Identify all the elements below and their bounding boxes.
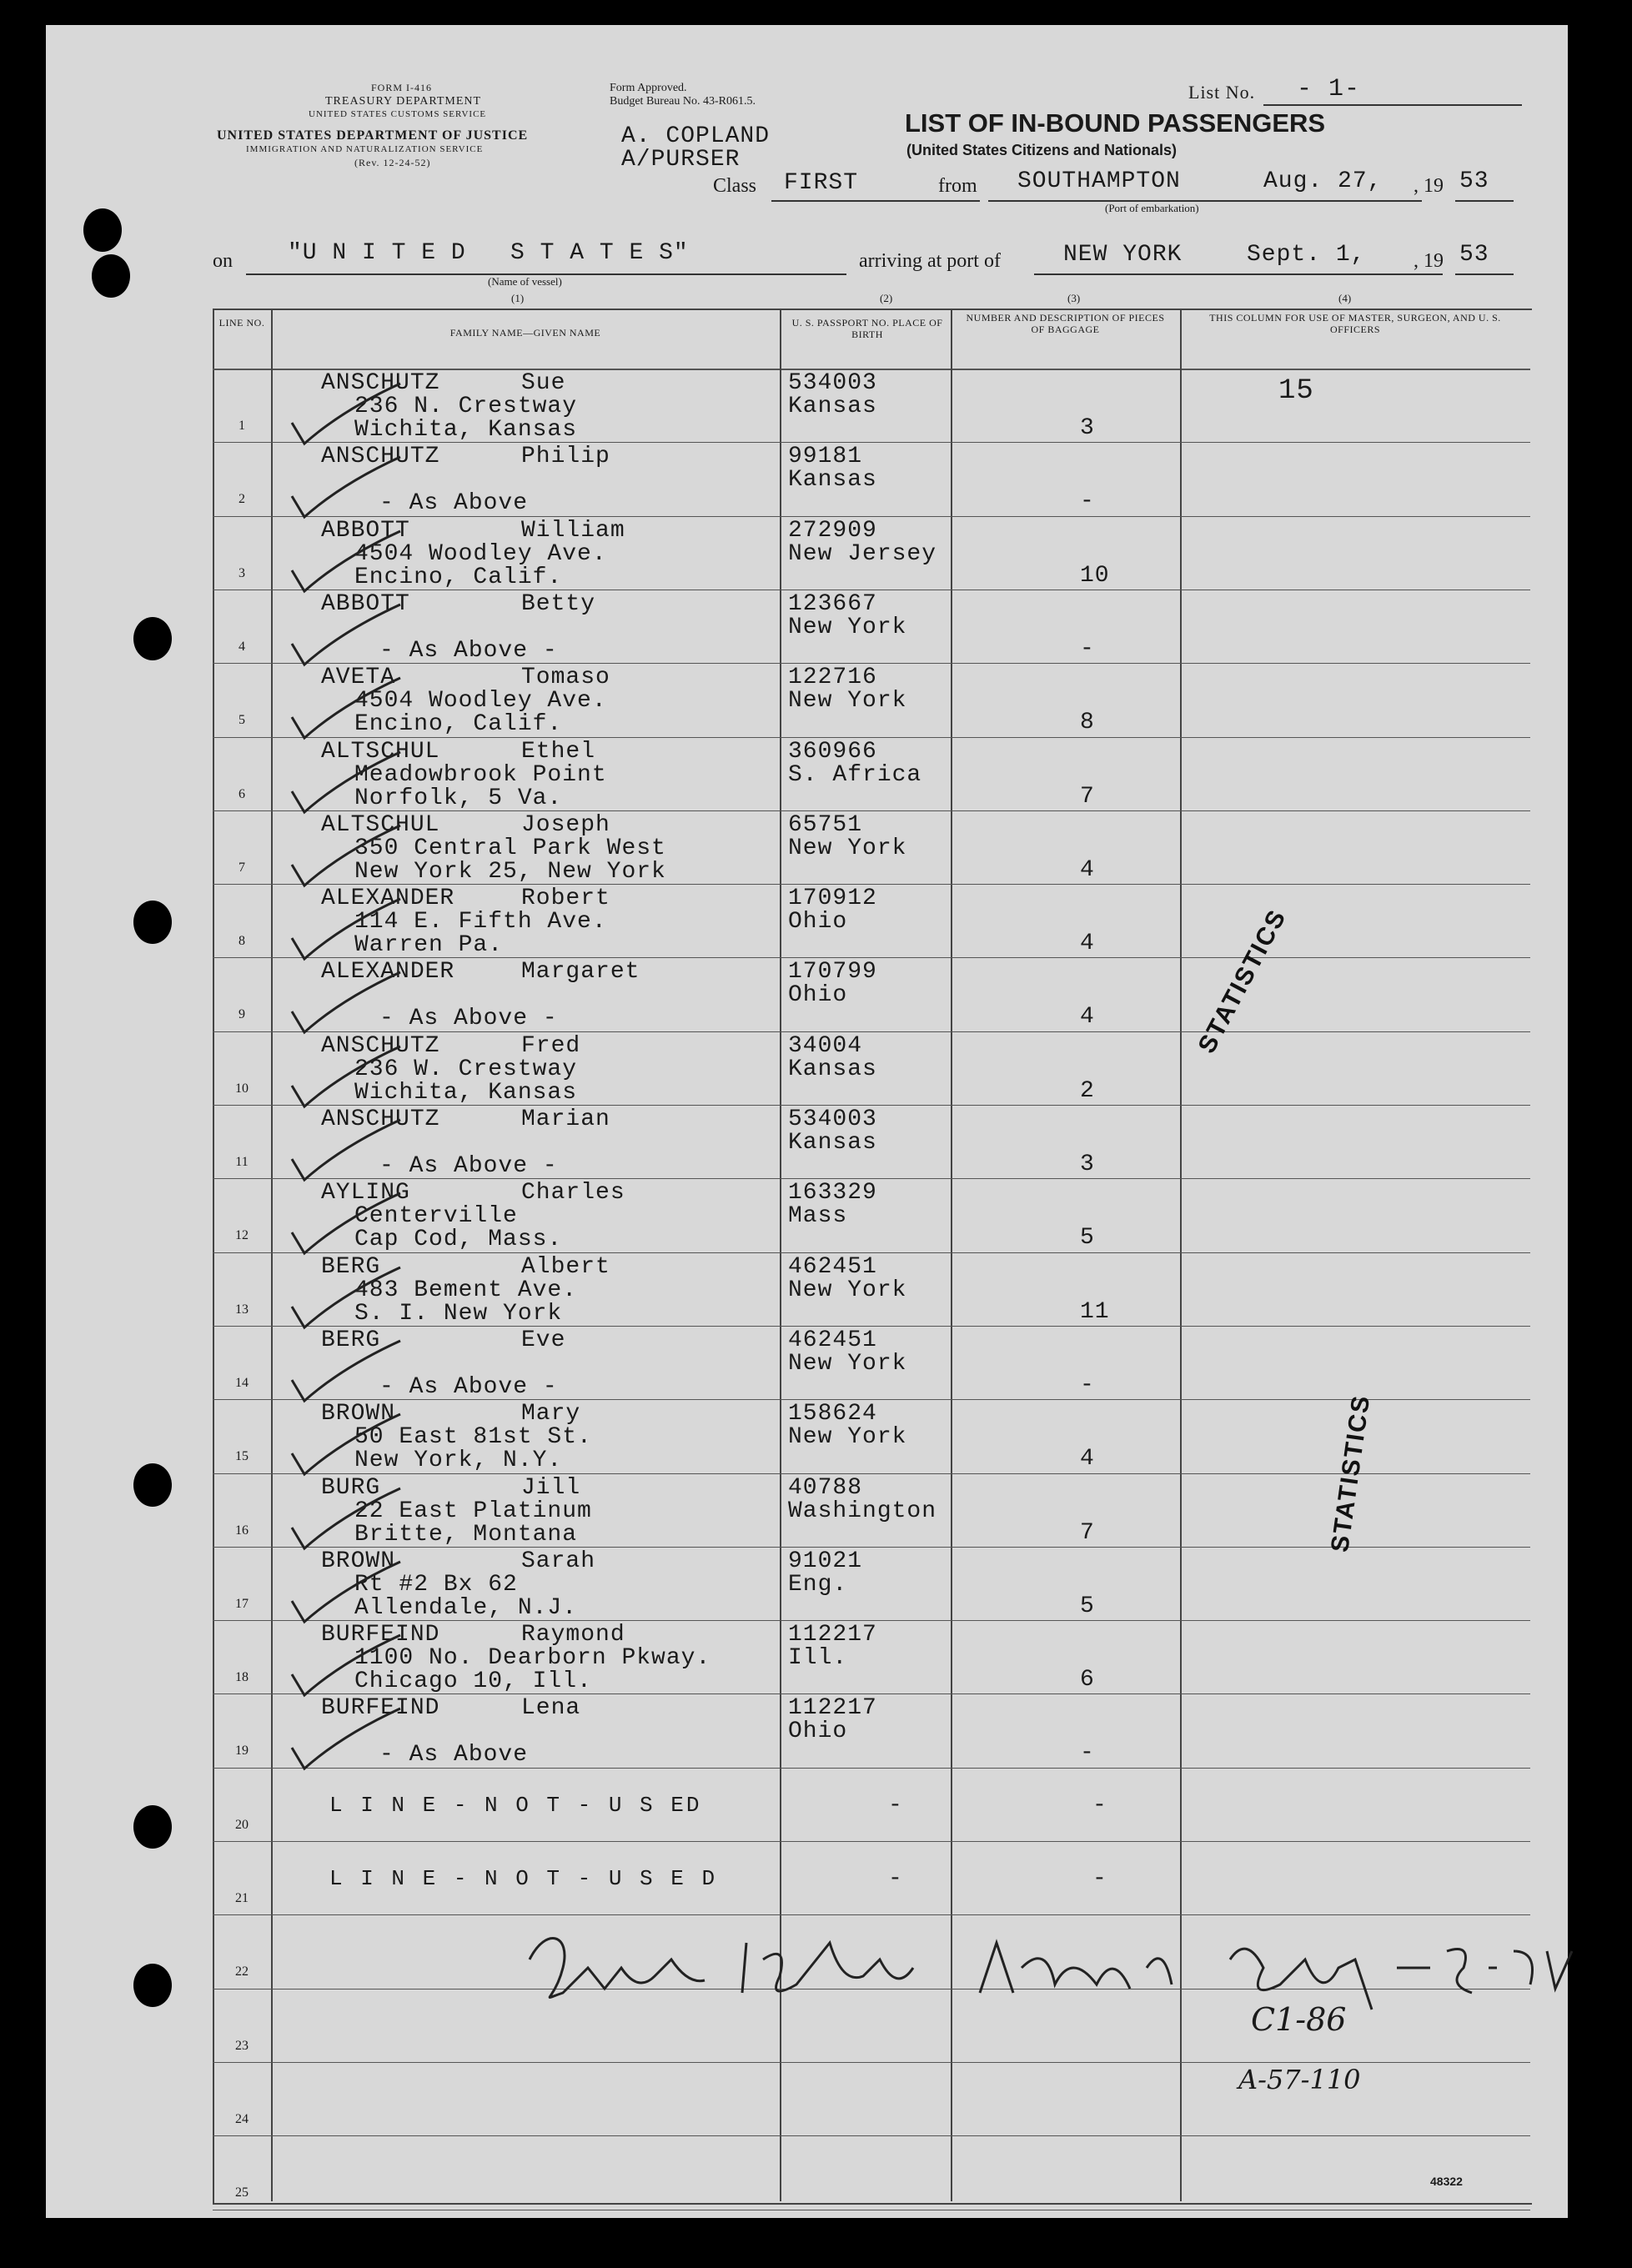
passport-number: 170912 xyxy=(788,886,877,912)
vessel-name: "U N I T E D S T A T E S" xyxy=(288,240,689,266)
row-number: 2 xyxy=(239,492,245,507)
address-line-1: 1100 No. Dearborn Pkway. xyxy=(354,1645,711,1672)
port-embark-label: (Port of embarkation) xyxy=(1105,202,1199,214)
checkmark-icon xyxy=(242,1628,409,1704)
place-of-birth: S. Africa xyxy=(788,761,922,788)
passport-number: 65751 xyxy=(788,811,863,838)
given-name: Charles xyxy=(521,1180,625,1207)
row-rule xyxy=(213,1841,1530,1842)
arriving-year-prefix: , 19 xyxy=(1414,250,1444,272)
purser-name: A. COPLAND xyxy=(621,123,771,149)
place-of-birth: Ohio xyxy=(788,982,848,1009)
class-value: FIRST xyxy=(784,170,859,196)
place-of-birth: Eng. xyxy=(788,1571,848,1598)
address-line-1: Centerville xyxy=(354,1203,518,1230)
col-num-4: (4) xyxy=(1338,292,1352,304)
place-of-birth: Kansas xyxy=(788,1056,877,1082)
baggage-count: 11 xyxy=(1080,1298,1110,1325)
given-name: Sarah xyxy=(521,1548,596,1574)
checkmark-icon xyxy=(242,1334,409,1409)
passport-number: 462451 xyxy=(788,1253,877,1280)
baggage-count: - xyxy=(1092,1866,1107,1892)
family-name: BURG xyxy=(321,1474,381,1501)
row-number: 9 xyxy=(239,1007,245,1022)
place-of-birth: Kansas xyxy=(788,1130,877,1156)
passport-number: 123667 xyxy=(788,590,877,617)
given-name: Raymond xyxy=(521,1622,625,1648)
passport-number: 91021 xyxy=(788,1548,863,1574)
header-name: FAMILY NAME—GIVEN NAME xyxy=(449,327,601,339)
list-no-label: List No. xyxy=(1188,82,1256,103)
class-label: Class xyxy=(713,175,757,197)
place-of-birth: New York xyxy=(788,835,907,861)
address-line-2: - As Above - xyxy=(379,1373,558,1400)
address-line-2: Encino, Calif. xyxy=(354,711,563,738)
row-rule xyxy=(213,2062,1530,2063)
family-name: BERG xyxy=(321,1253,381,1280)
row-number: 18 xyxy=(235,1670,249,1685)
place-of-birth: Ill. xyxy=(788,1645,848,1672)
family-name: BROWN xyxy=(321,1401,396,1428)
list-no: - 1- xyxy=(1297,75,1361,103)
purser-title: A/PURSER xyxy=(621,147,741,173)
place-of-birth: New York xyxy=(788,1350,907,1377)
place-of-birth: New Jersey xyxy=(788,540,937,567)
checkmark-icon xyxy=(242,1482,409,1557)
checkmark-icon xyxy=(242,966,409,1041)
given-name: Betty xyxy=(521,590,596,617)
signature-scribble xyxy=(513,1909,1597,2026)
place-of-birth: New York xyxy=(788,1277,907,1303)
header-baggage: NUMBER AND DESCRIPTION OF PIECES OF BAGGAGE xyxy=(966,312,1165,335)
from-year-line xyxy=(1455,200,1514,202)
justice-label: UNITED STATES DEPARTMENT OF JUSTICE xyxy=(217,128,529,143)
place-of-birth: New York xyxy=(788,688,907,715)
arriving-port: NEW YORK xyxy=(1063,242,1183,268)
address-line-1: Rt #2 Bx 62 xyxy=(354,1571,518,1598)
address-line-2: Allendale, N.J. xyxy=(354,1594,578,1621)
address-line-1: 22 East Platinum xyxy=(354,1498,592,1524)
line-not-used: L I N E - N O T - U S ED xyxy=(329,1792,702,1818)
row-number: 14 xyxy=(235,1375,249,1390)
row-number: 15 xyxy=(235,1449,249,1464)
address-line-2: - As Above - xyxy=(379,1006,558,1032)
checkmark-icon xyxy=(242,377,409,452)
baggage-count: 5 xyxy=(1080,1593,1095,1619)
given-name: Robert xyxy=(521,886,610,912)
passport-number: 360966 xyxy=(788,738,877,765)
checkmark-icon xyxy=(242,1040,409,1115)
statistics-stamp-2: STATISTICS xyxy=(1326,1392,1376,1554)
baggage-count: 4 xyxy=(1080,1446,1095,1473)
customs-label: UNITED STATES CUSTOMS SERVICE xyxy=(309,109,487,119)
passport-number: 158624 xyxy=(788,1401,877,1428)
row-number: 13 xyxy=(235,1302,249,1317)
officer-note: 15 xyxy=(1278,375,1314,407)
address-line-1: 350 Central Park West xyxy=(354,835,666,861)
line-not-used: L I N E - N O T - U S E D xyxy=(329,1866,718,1891)
given-name: Sue xyxy=(521,370,566,396)
class-line xyxy=(771,200,980,202)
row-number: 8 xyxy=(239,934,245,949)
family-name: BERG xyxy=(321,1327,381,1353)
family-name: ABBOTT xyxy=(321,590,410,617)
passport-number: 34004 xyxy=(788,1032,863,1059)
footer-code: 48322 xyxy=(1430,2175,1463,2188)
passport-number: 534003 xyxy=(788,370,877,396)
address-line-1: 236 N. Crestway xyxy=(354,394,578,419)
row-number: 23 xyxy=(235,2038,249,2053)
checkmark-icon xyxy=(242,1407,409,1483)
given-name: Albert xyxy=(521,1253,610,1280)
address-line-2: Encino, Calif. xyxy=(354,564,563,590)
address-line-1: 4504 Woodley Ave. xyxy=(354,540,607,567)
row-number: 22 xyxy=(235,1964,249,1979)
address-line-1: 114 E. Fifth Ave. xyxy=(354,909,607,936)
vessel-label: (Name of vessel) xyxy=(488,275,562,288)
document-title: LIST OF IN-BOUND PASSENGERS xyxy=(905,108,1326,138)
baggage-count: - xyxy=(1080,635,1095,662)
baggage-count: 3 xyxy=(1080,415,1095,441)
passport-number: 99181 xyxy=(788,444,863,470)
arriving-date: Sept. 1, xyxy=(1247,242,1366,268)
address-line-2: S. I. New York xyxy=(354,1300,563,1327)
address-line-2: Wichita, Kansas xyxy=(354,417,578,443)
row-number: 17 xyxy=(235,1596,249,1611)
row-number: 11 xyxy=(235,1155,249,1169)
baggage-count: 3 xyxy=(1080,1152,1095,1177)
address-line-2: Warren Pa. xyxy=(354,932,504,959)
header-officers: THIS COLUMN FOR USE OF MASTER, SURGEON, AND U. S. OFFICERS xyxy=(1209,312,1501,335)
given-name: Tomaso xyxy=(521,665,610,691)
binder-hole xyxy=(92,254,130,298)
baggage-count: - xyxy=(1080,1372,1095,1398)
checkmark-icon xyxy=(242,450,409,525)
place-of-birth: Washington xyxy=(788,1498,937,1524)
given-name: Jill xyxy=(521,1474,581,1501)
handwritten-note-1: C1-86 xyxy=(1251,2001,1347,2038)
family-name: AVETA xyxy=(321,665,396,691)
given-name: Mary xyxy=(521,1401,581,1428)
treasury-label: TREASURY DEPARTMENT xyxy=(325,95,482,108)
row-number: 10 xyxy=(235,1081,249,1096)
address-line-1: 50 East 81st St. xyxy=(354,1424,592,1451)
address-line-2: Norfolk, 5 Va. xyxy=(354,785,563,811)
budget-bureau: Budget Bureau No. 43-R061.5. xyxy=(610,95,756,108)
statistics-stamp-1: STATISTICS xyxy=(1193,904,1293,1058)
from-date: Aug. 27, xyxy=(1263,168,1383,194)
place-of-birth: Kansas xyxy=(788,394,877,419)
col-num-1: (1) xyxy=(511,292,525,304)
given-name: Lena xyxy=(521,1695,581,1722)
checkmark-icon xyxy=(242,1261,409,1336)
family-name: BROWN xyxy=(321,1548,396,1574)
passport-number: 170799 xyxy=(788,959,877,986)
family-name: ALTSCHUL xyxy=(321,738,440,765)
row-number: 16 xyxy=(235,1523,249,1538)
row-number: 6 xyxy=(239,786,245,801)
binder-hole xyxy=(133,901,172,944)
passport-number: 112217 xyxy=(788,1695,877,1722)
family-name: ANSCHUTZ xyxy=(321,370,440,396)
baggage-count: 10 xyxy=(1080,562,1110,589)
col-num-2: (2) xyxy=(880,292,893,304)
passport-number: - xyxy=(888,1866,903,1892)
given-name: Eve xyxy=(521,1327,566,1353)
address-line-2: Chicago 10, Ill. xyxy=(354,1668,592,1695)
list-no-line xyxy=(1263,104,1522,106)
family-name: ALEXANDER xyxy=(321,959,455,986)
header-line-no: LINE NO. xyxy=(218,317,265,329)
baggage-count: 4 xyxy=(1080,856,1095,883)
binder-hole xyxy=(83,208,122,252)
on-label: on xyxy=(213,250,233,272)
checkmark-icon xyxy=(242,524,409,600)
binder-hole xyxy=(133,617,172,660)
checkmark-icon xyxy=(242,1113,409,1188)
document-subtitle: (United States Citizens and Nationals) xyxy=(906,142,1178,158)
baggage-count: - xyxy=(1080,489,1095,515)
place-of-birth: Mass xyxy=(788,1203,848,1230)
handwritten-note-2: A-57-110 xyxy=(1238,2064,1361,2095)
baggage-count: 7 xyxy=(1080,783,1095,810)
baggage-count: 8 xyxy=(1080,710,1095,736)
rev-label: (Rev. 12-24-52) xyxy=(354,157,431,168)
checkmark-icon xyxy=(242,671,409,746)
row-number: 20 xyxy=(235,1817,249,1832)
binder-hole xyxy=(133,1964,172,2007)
place-of-birth: New York xyxy=(788,614,907,640)
address-line-1: 236 W. Crestway xyxy=(354,1056,578,1082)
given-name: Fred xyxy=(521,1032,581,1059)
family-name: BURFEIND xyxy=(321,1695,440,1722)
given-name: Marian xyxy=(521,1106,610,1132)
passport-number: - xyxy=(888,1792,903,1819)
family-name: ALEXANDER xyxy=(321,886,455,912)
row-number: 24 xyxy=(235,2111,249,2126)
row-number: 21 xyxy=(235,1891,249,1905)
address-line-2: Cap Cod, Mass. xyxy=(354,1227,563,1253)
address-line-2: - As Above xyxy=(379,490,529,517)
passport-number: 272909 xyxy=(788,517,877,544)
address-line-2: Wichita, Kansas xyxy=(354,1079,578,1106)
given-name: William xyxy=(521,517,625,544)
baggage-count: 7 xyxy=(1080,1519,1095,1546)
baggage-count: 5 xyxy=(1080,1225,1095,1252)
baggage-count: 4 xyxy=(1080,931,1095,957)
form-approved: Form Approved. xyxy=(610,82,687,94)
address-line-2: - As Above - xyxy=(379,1153,558,1179)
passport-number: 122716 xyxy=(788,665,877,691)
family-name: ANSCHUTZ xyxy=(321,444,440,470)
baggage-count: - xyxy=(1080,1740,1095,1767)
family-name: ABBOTT xyxy=(321,517,410,544)
arriving-year: 53 xyxy=(1459,242,1489,268)
row-number: 4 xyxy=(239,639,245,654)
address-line-2: - As Above xyxy=(379,1742,529,1769)
given-name: Ethel xyxy=(521,738,596,765)
from-year-prefix: , 19 xyxy=(1414,175,1444,197)
address-line-1: Meadowbrook Point xyxy=(354,761,607,788)
binder-hole xyxy=(133,1805,172,1849)
place-of-birth: Kansas xyxy=(788,467,877,494)
family-name: ANSCHUTZ xyxy=(321,1032,440,1059)
address-line-2: - As Above - xyxy=(379,637,558,664)
header-passport: U. S. PASSPORT NO. PLACE OF BIRTH xyxy=(791,317,943,340)
arriving-year-line xyxy=(1455,273,1514,275)
family-name: ANSCHUTZ xyxy=(321,1106,440,1132)
row-number: 5 xyxy=(239,713,245,728)
place-of-birth: Ohio xyxy=(788,1719,848,1745)
handwritten-signature xyxy=(513,1909,1597,2030)
baggage-count: 4 xyxy=(1080,1004,1095,1031)
arriving-label: arriving at port of xyxy=(859,250,1001,272)
binder-hole xyxy=(133,1463,172,1507)
given-name: Margaret xyxy=(521,959,640,986)
row-rule xyxy=(213,2135,1530,2136)
checkmark-icon xyxy=(242,745,409,820)
checkmark-icon xyxy=(242,1187,409,1262)
ins-label: IMMIGRATION AND NATURALIZATION SERVICE xyxy=(246,144,484,154)
row-number: 3 xyxy=(239,565,245,580)
passport-number: 534003 xyxy=(788,1106,877,1132)
passport-number: 462451 xyxy=(788,1327,877,1353)
col-num-3: (3) xyxy=(1067,292,1081,304)
checkmark-icon xyxy=(242,1702,409,1777)
address-line-1: 4504 Woodley Ave. xyxy=(354,688,607,715)
passport-number: 163329 xyxy=(788,1180,877,1207)
checkmark-icon xyxy=(242,1555,409,1630)
baggage-count: - xyxy=(1092,1792,1107,1819)
place-of-birth: Ohio xyxy=(788,909,848,936)
place-of-birth: New York xyxy=(788,1424,907,1451)
passport-number: 40788 xyxy=(788,1474,863,1501)
row-number: 7 xyxy=(239,860,245,875)
address-line-2: New York, N.Y. xyxy=(354,1448,563,1474)
from-port: SOUTHAMPTON xyxy=(1017,168,1181,194)
given-name: Philip xyxy=(521,444,610,470)
row-number: 12 xyxy=(235,1228,249,1243)
row-number: 1 xyxy=(239,419,245,433)
row-number: 25 xyxy=(235,2185,249,2200)
from-line xyxy=(988,200,1422,202)
address-line-2: New York 25, New York xyxy=(354,858,666,885)
checkmark-icon xyxy=(242,598,409,673)
form-number: FORM I-416 xyxy=(371,82,433,93)
family-name: AYLING xyxy=(321,1180,410,1207)
from-label: from xyxy=(938,175,977,197)
family-name: BURFEIND xyxy=(321,1622,440,1648)
from-year: 53 xyxy=(1459,168,1489,194)
arriving-line xyxy=(1034,273,1443,275)
checkmark-icon xyxy=(242,892,409,967)
given-name: Joseph xyxy=(521,811,610,838)
passport-number: 112217 xyxy=(788,1622,877,1648)
checkmark-icon xyxy=(242,819,409,894)
address-line-1: 483 Bement Ave. xyxy=(354,1277,578,1303)
row-number: 19 xyxy=(235,1744,249,1759)
document-page xyxy=(46,25,1568,2218)
baggage-count: 2 xyxy=(1080,1077,1095,1104)
family-name: ALTSCHUL xyxy=(321,811,440,838)
address-line-2: Britte, Montana xyxy=(354,1521,578,1548)
baggage-count: 6 xyxy=(1080,1667,1095,1693)
